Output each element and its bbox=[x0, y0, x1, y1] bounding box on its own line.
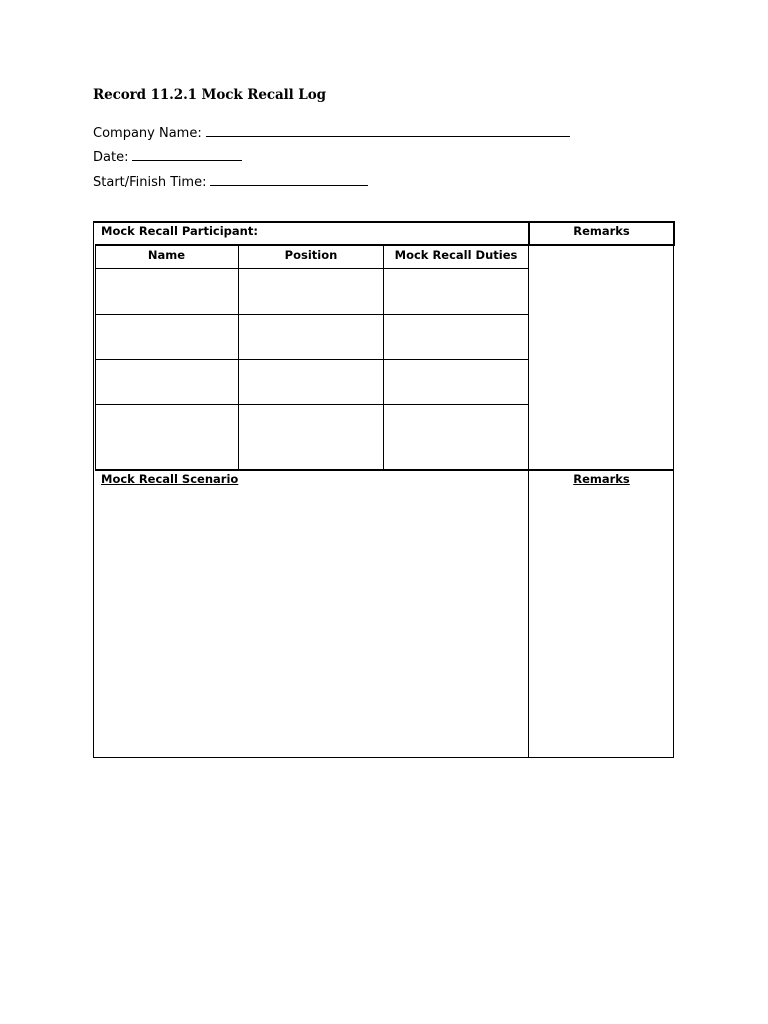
start-finish-time-blank-line[interactable] bbox=[210, 173, 368, 186]
company-name-field[interactable] bbox=[93, 124, 570, 141]
company-name-blank-line[interactable] bbox=[206, 124, 570, 137]
table-bottom-border bbox=[93, 757, 674, 758]
start-finish-time-field[interactable] bbox=[93, 173, 368, 190]
scenario-remarks-label: Remarks bbox=[573, 472, 630, 486]
table-cell-duties-row-1[interactable] bbox=[384, 269, 528, 314]
table-cell-name-row-1[interactable] bbox=[96, 269, 238, 314]
table-cell-position-row-2[interactable] bbox=[239, 315, 383, 359]
scenario-remarks-area[interactable] bbox=[529, 490, 673, 756]
table-cell-name-row-3[interactable] bbox=[96, 360, 238, 404]
table-cell-duties-row-4[interactable] bbox=[384, 405, 528, 469]
column-header-position: Position bbox=[284, 248, 338, 262]
table-cell-duties-row-2[interactable] bbox=[384, 315, 528, 359]
table-cell-position-row-3[interactable] bbox=[239, 360, 383, 404]
date-blank-line[interactable] bbox=[132, 148, 242, 161]
table-right-border bbox=[673, 221, 674, 758]
column-header-duties: Mock Recall Duties bbox=[394, 248, 518, 262]
scenario-text-area[interactable] bbox=[94, 490, 528, 756]
scenario-top-border bbox=[95, 469, 673, 471]
company-name-label: Company Name: bbox=[93, 126, 202, 141]
table-cell-name-row-4[interactable] bbox=[96, 405, 238, 469]
table-top-border bbox=[93, 221, 675, 223]
date-field[interactable] bbox=[93, 148, 242, 165]
document-title: Record 11.2.1 Mock Recall Log bbox=[93, 87, 326, 103]
column-header-name: Name bbox=[147, 248, 186, 262]
table-cell-duties-row-3[interactable] bbox=[384, 360, 528, 404]
date-label: Date: bbox=[93, 150, 129, 165]
participant-section-label: Mock Recall Participant: bbox=[101, 224, 258, 238]
table-cell-name-row-2[interactable] bbox=[96, 315, 238, 359]
table-cell-position-row-4[interactable] bbox=[239, 405, 383, 469]
table-cell-position-row-1[interactable] bbox=[239, 269, 383, 314]
participant-remarks-cell[interactable] bbox=[529, 246, 673, 469]
remarks-header-label: Remarks bbox=[573, 224, 630, 238]
start-finish-time-label: Start/Finish Time: bbox=[93, 175, 207, 190]
scenario-section-label: Mock Recall Scenario bbox=[101, 472, 239, 486]
